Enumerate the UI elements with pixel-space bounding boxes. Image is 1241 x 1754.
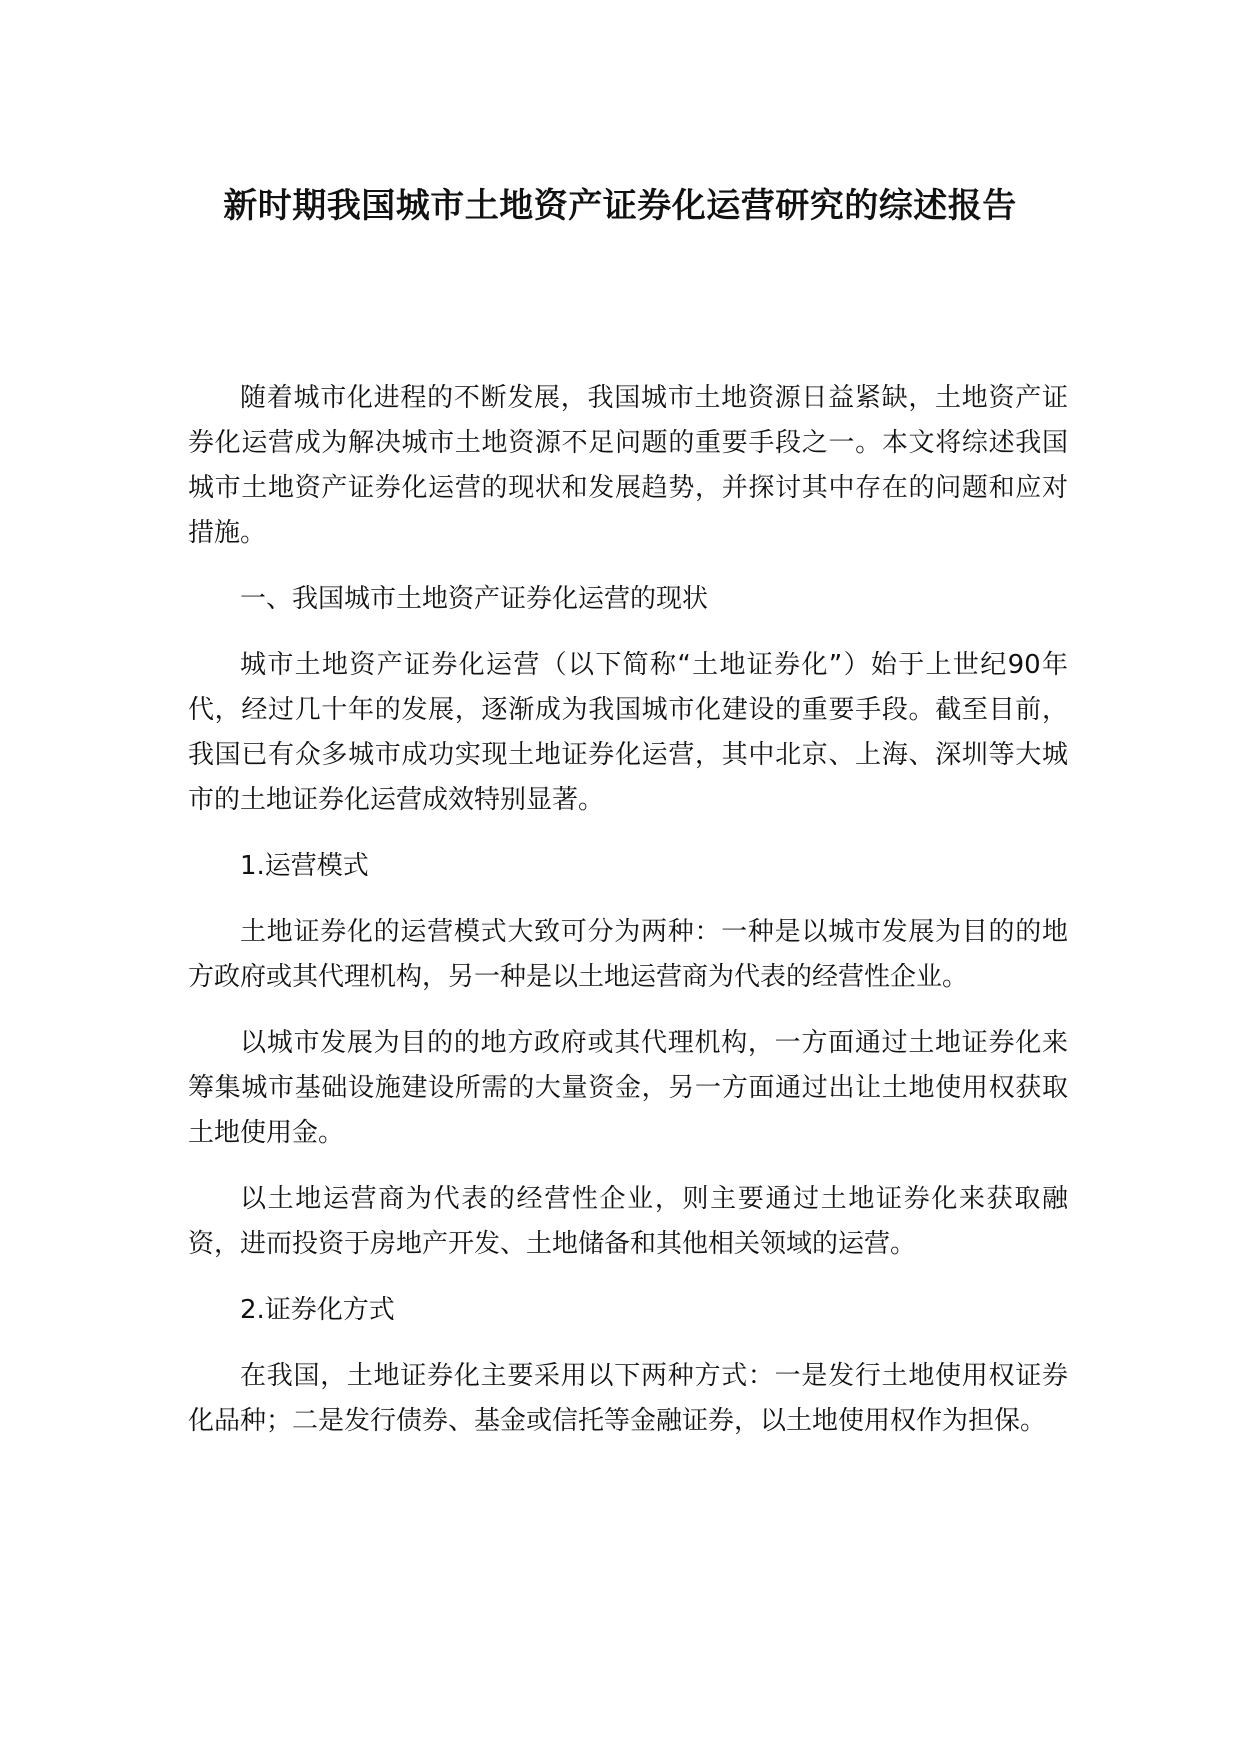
operation-mode-paragraph: 土地证券化的运营模式大致可分为两种：一种是以城市发展为目的的地方政府或其代理机构，另一种是以土地运营商为代表的经营性企业。 <box>188 917 1068 992</box>
government-paragraph: 以城市发展为目的的地方政府或其代理机构，一方面通过土地证券化来筹集城市基础设施建设所需的大量资金，另一方面通过出让土地使用权获取土地使用金。 <box>188 1028 1068 1148</box>
document-body <box>188 376 1068 1465</box>
document-title: 新时期我国城市土地资产证券化运营研究的综述报告 <box>223 186 1017 226</box>
intro-paragraph: 随着城市化进程的不断发展，我国城市土地资源日益紧缺，土地资产证券化运营成为解决城市土地资源不足问题的重要手段之一。本文将综述我国城市土地资产证券化运营的现状和发展趋势，并探讨其中存在的问题和应对措施。 <box>188 383 1068 548</box>
enterprise-paragraph: 以土地运营商为代表的经营性企业，则主要通过土地证券化来获取融资，进而投资于房地产开发、土地储备和其他相关领域的运营。 <box>188 1184 1068 1259</box>
securitization-method-paragraph: 在我国，土地证券化主要采用以下两种方式：一是发行土地使用权证券化品种；二是发行债券、基金或信托等金融证券，以土地使用权作为担保。 <box>188 1361 1068 1436</box>
section-heading-status: 一、我国城市土地资产证券化运营的现状 <box>240 584 709 614</box>
subheading-operation-mode: 1.运营模式 <box>240 851 369 881</box>
status-paragraph: 城市土地资产证券化运营（以下简称“土地证券化”）始于上世纪90年代，经过几十年的发展，逐渐成为我国城市化建设的重要手段。截至目前，我国已有众多城市成功实现土地证券化运营，其中北京、上海、深圳等大城市的土地证券化运营成效特别显著。 <box>188 650 1068 815</box>
subheading-securitization-method: 2.证券化方式 <box>240 1295 395 1325</box>
